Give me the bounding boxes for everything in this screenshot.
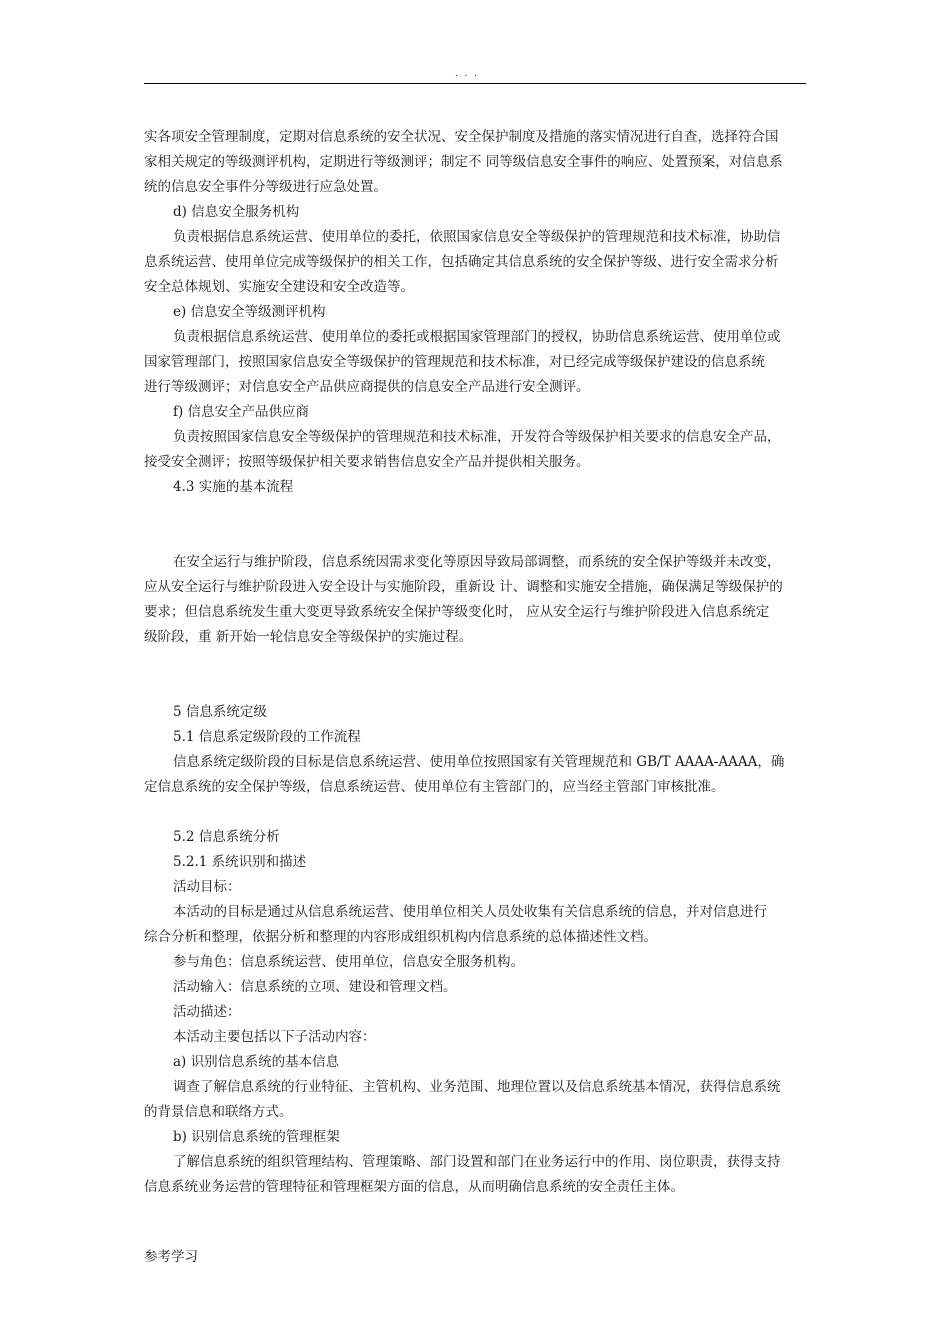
text-line: 5.2.1 系统识别和描述 (173, 854, 307, 870)
text-line: 5.2 信息系统分析 (173, 829, 280, 845)
text-line: 参与角色：信息系统运营、使用单位，信息安全服务机构。 (173, 954, 524, 970)
header-rule (144, 83, 806, 84)
text-line: 4.3 实施的基本流程 (173, 479, 294, 495)
text-line: 国家管理部门，按照国家信息安全等级保护的管理规范和技术标准，对已经完成等级保护建设的信息系统 (144, 354, 765, 370)
text-line: 活动目标： (173, 879, 241, 895)
text-line: 安全总体规划、实施安全建设和安全改造等。 (144, 279, 414, 295)
text-line: 息系统运营、使用单位完成等级保护的相关工作，包括确定其信息系统的安全保护等级、进行安全需求分析 (144, 254, 779, 270)
header-marks: . . . (455, 68, 479, 79)
text-line: 综合分析和整理，依据分析和整理的内容形成组织机构内信息系统的总体描述性文档。 (144, 929, 657, 945)
text-line: 活动输入：信息系统的立项、建设和管理文档。 (173, 979, 457, 995)
text-line: 在安全运行与维护阶段，信息系统因需求变化等原因导致局部调整，而系统的安全保护等级并未改变， (173, 554, 781, 570)
text-line: 的背景信息和联络方式。 (144, 1104, 293, 1120)
text-line: 信息系统定级阶段的目标是信息系统运营、使用单位按照国家有关管理规范和 GB/T AAAA-AAAA，确 (173, 754, 785, 770)
text-line: 5.1 信息系定级阶段的工作流程 (173, 729, 361, 745)
text-line: 定信息系统的安全保护等级，信息系统运营、使用单位有主管部门的，应当经主管部门审核批准。 (144, 779, 725, 795)
text-line: 应从安全运行与维护阶段进入安全设计与实施阶段，重新设 计、调整和实施安全措施，确保满足等级保护的 (144, 579, 783, 595)
text-line: 活动描述： (173, 1004, 241, 1020)
text-line: 级阶段，重 新开始一轮信息安全等级保护的实施过程。 (144, 629, 473, 645)
text-line: 实各项安全管理制度，定期对信息系统的安全状况、安全保护制度及措施的落实情况进行自查，选择符合国 (144, 129, 779, 145)
text-line: a) 识别信息系统的基本信息 (173, 1054, 340, 1070)
text-line: 负责根据信息系统运营、使用单位的委托或根据国家管理部门的授权，协助信息系统运营、使用单位或 (173, 329, 781, 345)
text-line: 进行等级测评；对信息安全产品供应商提供的信息安全产品进行安全测评。 (144, 379, 590, 395)
text-line: 信息系统业务运营的管理特征和管理框架方面的信息，从而明确信息系统的安全责任主体。 (144, 1179, 684, 1195)
text-line: 家相关规定的等级测评机构，定期进行等级测评；制定不 同等级信息安全事件的响应、处置预案，对信息系 (144, 154, 783, 170)
text-line: 5 信息系统定级 (173, 704, 267, 720)
text-line: 调查了解信息系统的行业特征、主管机构、业务范围、地理位置以及信息系统基本情况，获得信息系统 (173, 1079, 781, 1095)
text-line: e) 信息安全等级测评机构 (173, 304, 326, 320)
text-line: b) 识别信息系统的管理框架 (173, 1129, 340, 1145)
text-line: 统的信息安全事件分等级进行应急处置。 (144, 179, 387, 195)
text-line: 接受安全测评；按照等级保护相关要求销售信息安全产品并提供相关服务。 (144, 454, 590, 470)
text-line: 负责根据信息系统运营、使用单位的委托，依照国家信息安全等级保护的管理规范和技术标准，协助信 (173, 229, 781, 245)
text-line: 要求；但信息系统发生重大变更导致系统安全保护等级变化时， 应从安全运行与维护阶段进入信息系统定 (144, 604, 770, 620)
text-line: 本活动主要包括以下子活动内容： (173, 1029, 376, 1045)
text-line: 负责按照国家信息安全等级保护的管理规范和技术标准，开发符合等级保护相关要求的信息安全产品， (173, 429, 781, 445)
text-line: 了解信息系统的组织管理结构、管理策略、部门设置和部门在业务运行中的作用、岗位职责，获得支持 (173, 1154, 781, 1170)
page-footer: 参考学习 (144, 1249, 198, 1265)
text-line: 本活动的目标是通过从信息系统运营、使用单位相关人员处收集有关信息系统的信息，并对信息进行 (173, 904, 767, 920)
text-line: f) 信息安全产品供应商 (173, 404, 310, 420)
text-line: d) 信息安全服务机构 (173, 204, 300, 220)
